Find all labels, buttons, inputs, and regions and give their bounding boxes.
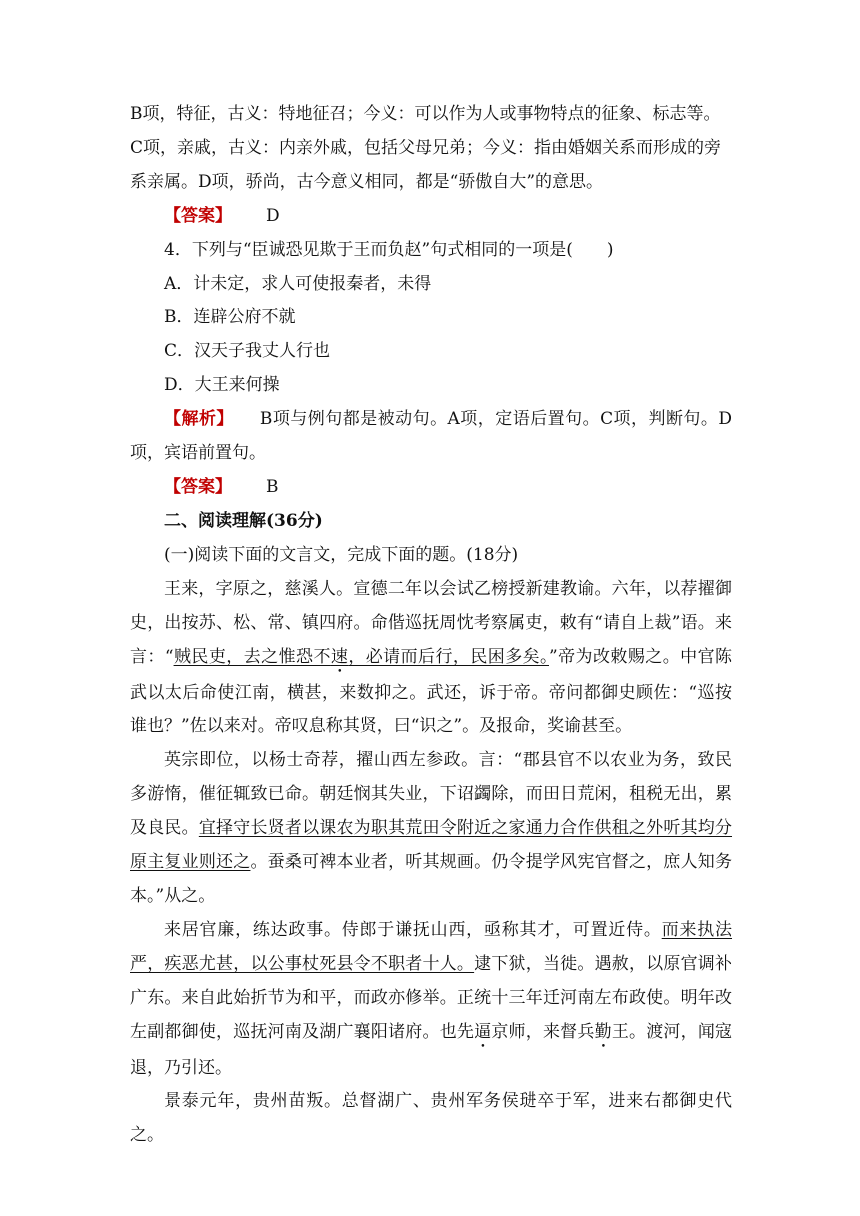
analysis-paragraph [130,403,732,471]
question-4-option-d: D．大王来何操 [164,375,280,396]
document-page [130,98,732,1153]
dotted-char: 速 [330,646,349,667]
passage-paragraph-3 [130,914,732,1086]
analysis-continuation [130,98,732,200]
underlined-sentence: 而来执法严，疾恶尤甚，以公事杖死县令不职者十人。 [130,919,733,974]
text-line: B项，特征，古义：特地征召；今义：可以作为人或事物特点的征象、标志等。 [130,104,721,124]
underlined-sentence: 宜择守长贤者以课农为职其荒田令附近之家通力合作供租之外听其均分原主复业则还之 [130,818,733,873]
passage-text: ”帝为改敕赐之。中官陈武以太后命使江南，横甚，来数抑之。武还，诉于帝。帝问都御史顾佐：“巡按谁也？”佐以来对。帝叹息称其贤，曰“识之”。及报命，奖谕甚至。 [130,646,733,737]
answer-tag: 【答案】 [164,476,232,497]
passage-text: 英宗即位，以杨士奇荐，擢山西左参政。言：“郡县官不以农业为务，致民多游惰，催征辄致已命。朝廷悯其失业，下诏蠲除，而田日荒闲，租税无出，累及良民。 [130,750,732,839]
analysis-text: B项与例句都是被动句。A项，定语后置句。C项，判断句。D项，宾语前置句。 [130,409,733,464]
text-line: C项，亲戚，古义：内亲外戚，包括父母兄弟；今义：指由婚姻关系而形成的旁 [130,137,722,158]
answer-tag: 【答案】 [164,205,232,226]
section-heading: 二、阅读理解(36分) [164,510,323,531]
analysis-tag: 【解析】 [164,409,234,430]
question-4-stem: 4．下列与“臣诚恐见欺于王而负赵”句式相同的一项是( ) [164,239,614,260]
dotted-char: 勤 [594,1021,612,1042]
passage-text: 王。渡河，闻寇退，乃引还。 [130,1021,733,1078]
underlined-text: 贼民吏，去之惟恐不 [173,646,331,667]
passage-paragraph-4: 景泰元年，贵州苗叛。总督湖广、贵州军务侯琎卒于军，进来右都御史代之。 [130,1091,732,1146]
passage-paragraph-2 [130,744,732,914]
question-4-option-a: A．计未定，求人可使报秦者，未得 [164,273,432,294]
answer-value: B [266,476,279,497]
passage-text: 王来，字原之，慈溪人。宣德二年以会试乙榜授新建教谕。六年，以荐擢御史，出按苏、松、常、镇四府。命偕巡抚周忱考察属吏，敕有“请自上裁”语。来言：“ [130,578,732,667]
answer-line-2 [130,471,732,505]
dotted-char: 逼 [474,1021,492,1042]
passage-text: 逮下狱，当徙。遇赦，以原官调补广东。来自此始折节为和平，而政亦修举。正统十三年迁河南左布政使。明年改左副都御使，巡抚河南及湖广襄阳诸府。也先 [130,953,733,1042]
answer-line-1 [130,200,732,234]
passage-text: 。蚕桑可裨本业者，听其规画。仍令提学风宪官督之，庶人知务本。”从之。 [130,852,733,906]
underlined-sentence [174,647,549,667]
passage-text: 来居官廉，练达政事。侍郎于谦抚山西，亟称其才，可置近侍。 [164,919,662,940]
answer-value: D [266,205,280,226]
question-4-option-c: C．汉天子我丈人行也 [164,341,331,362]
underlined-text: ，必请而后行，民困多矣。 [348,646,549,667]
sub-heading: (一)阅读下面的文言文，完成下面的题。(18分) [164,544,519,565]
question-4-option-b: B．连辟公府不就 [164,307,296,328]
text-line: 系亲属。D项，骄尚，古今意义相同，都是“骄傲自大”的意思。 [130,171,604,192]
passage-paragraph-1 [130,573,732,745]
passage-text: 京师，来督兵 [491,1021,595,1042]
